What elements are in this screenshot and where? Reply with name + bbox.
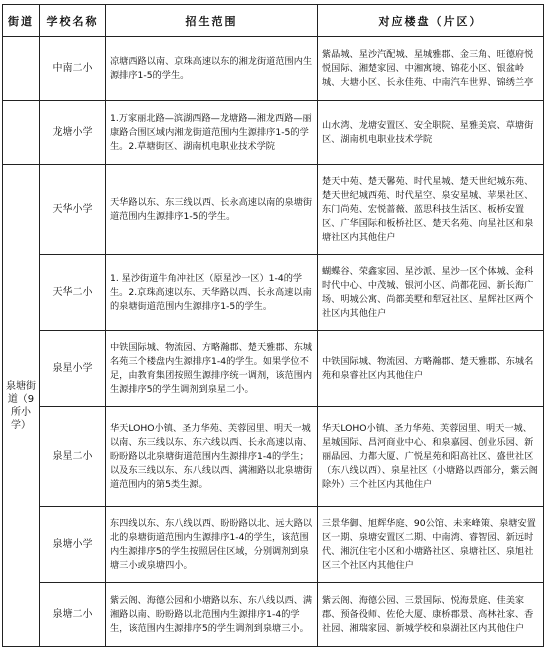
table-row (3, 165, 544, 255)
school-name: 泉星小学 (40, 331, 106, 407)
estates: 紫云阁、海德公园、三景国际、悦海景庭、佳美家郡、预备役师、佐伦大厦、康桥郡景、高林社家、香社园、湘瑞家园、新城学校和泉湖社区内其他住户 (318, 583, 544, 647)
header-estates: 对应楼盘（片区） (318, 5, 544, 37)
estates: 楚天中苑、楚天馨苑、时代星城、楚天世纪城东苑、楚天世纪城西苑、时代星空、泉安星城、苹果社区、东门尚苑、宏悦蔷薇、蓝思科技生活区、板桥安置区、广华国际和板桥社区、楚天名苑、向星社区和泉塘社区内其他住户 (318, 165, 544, 255)
street-cell: 泉塘街道（9所小学） (3, 165, 40, 647)
estates: 山水湾、龙塘安置区、安全职院、星雅美宸、草塘街区、湖南机电职业技术学院 (318, 101, 544, 165)
enrollment-range: 1. 星沙街道牛角冲社区（原星沙一区）1-4的学生。2.京珠高速以东、天华路以西、长永高速以南的泉塘街道范围内生源排序1-5的学生。 (106, 255, 318, 331)
estates: 紫晶城、星沙汽配城、星城雅郡、金三角、旺德府悦悦国际、湘楚家园、中湘寓境、锦花小区、银盆岭城、大塘小区、长永佳苑、中南汽车世界、锦绣兰亭 (318, 37, 544, 101)
enrollment-range: 天华路以东、东三线以西、长永高速以南的泉塘街道范围内生源排序1-5的学生。 (106, 165, 318, 255)
header-street: 街道 (3, 5, 40, 37)
school-name: 中南二小 (40, 37, 106, 101)
enrollment-range: 中铁国际城、物流园、方略瀚郡、楚天雅郡、东城名苑三个楼盘内生源排序1-4的学生。如果学位不足，由教育集团按照生源排序统一调剂，该范围内生源排序5的学生调剂到泉星二小。 (106, 331, 318, 407)
header-school-name: 学校名称 (40, 5, 106, 37)
street-cell-empty (3, 101, 40, 165)
estates: 三景华御、旭辉华庭、90公馆、未来峰策、泉塘安置区一期、泉塘安置区二期、中南湾、睿智园、新远时代、湘沉住宅小区和小塘路社区、泉塘社区、泉旭社区三个社区内其他住户 (318, 507, 544, 583)
table-row (3, 331, 544, 407)
enrollment-range: 东四线以东、东八线以西、盼盼路以北、远大路以北的泉塘街道范围内生源排序1-4的学生，该范围内生源排序5的学生按照居住区域，分别调剂到泉塘三小或泉塘四小。 (106, 507, 318, 583)
estates: 蝴蝶谷、荣鑫家园、星沙派、星沙一区个体城、金科时代中心、中茂城、银河小区、尚都花园、新长海广场、明城公寓、尚都美墅和犁冠社区、星辉社区两个社区内其他住户 (318, 255, 544, 331)
admission-table (2, 4, 544, 647)
table-row (3, 255, 544, 331)
header-row (3, 5, 544, 37)
header-enrollment-range: 招生范围 (106, 5, 318, 37)
enrollment-range: 凉塘西路以南、京珠高速以东的湘龙街道范围内生源排序1-5的学生。 (106, 37, 318, 101)
estates: 中铁国际城、物流园、方略瀚郡、楚天雅郡、东城名苑和泉睿社区内其他住户 (318, 331, 544, 407)
school-name: 天华小学 (40, 165, 106, 255)
school-name: 泉星二小 (40, 407, 106, 507)
enrollment-range: 紫云阁、海德公园和小塘路以东、东八线以西、满湘路以南、盼盼路以北范围内生源排序1-4的学生，该范围内生源排序5的学生调剂到泉塘三小。 (106, 583, 318, 647)
table-row (3, 507, 544, 583)
school-name: 天华二小 (40, 255, 106, 331)
table-row (3, 101, 544, 165)
table-row (3, 583, 544, 647)
enrollment-range: 华天LOHO小镇、圣力华苑、芙蓉园里、明天一城以南、东三线以东、东六线以西、长永高速以南、盼盼路以北泉塘街道范围内生源排序1-4的学生；以及东三线以东、东八线以西、满湘路以北泉塘街道范围内的第5类生源。 (106, 407, 318, 507)
estates: 华天LOHO小镇、圣力华苑、芙蓉园里、明天一城、星城国际、昌河商业中心、和泉嘉园、创业乐园、新丽晶园、力都大厦、广悦星苑和阳高社区、盛世社区（东八线以西）、泉星社区（小塘路以西部分，紫云阁除外）三个社区内其他住户 (318, 407, 544, 507)
enrollment-range: 1.万家丽北路—滨湖西路—龙塘路—湘龙西路—丽康路合围区域内湘龙街道范围内生源排序1-5的学生。2.草塘街区、湖南机电职业技术学院 (106, 101, 318, 165)
school-name: 泉塘小学 (40, 507, 106, 583)
school-name: 泉塘二小 (40, 583, 106, 647)
admission-table-page (2, 4, 543, 647)
school-name: 龙塘小学 (40, 101, 106, 165)
street-cell-empty (3, 37, 40, 101)
table-row (3, 37, 544, 101)
table-row (3, 407, 544, 507)
